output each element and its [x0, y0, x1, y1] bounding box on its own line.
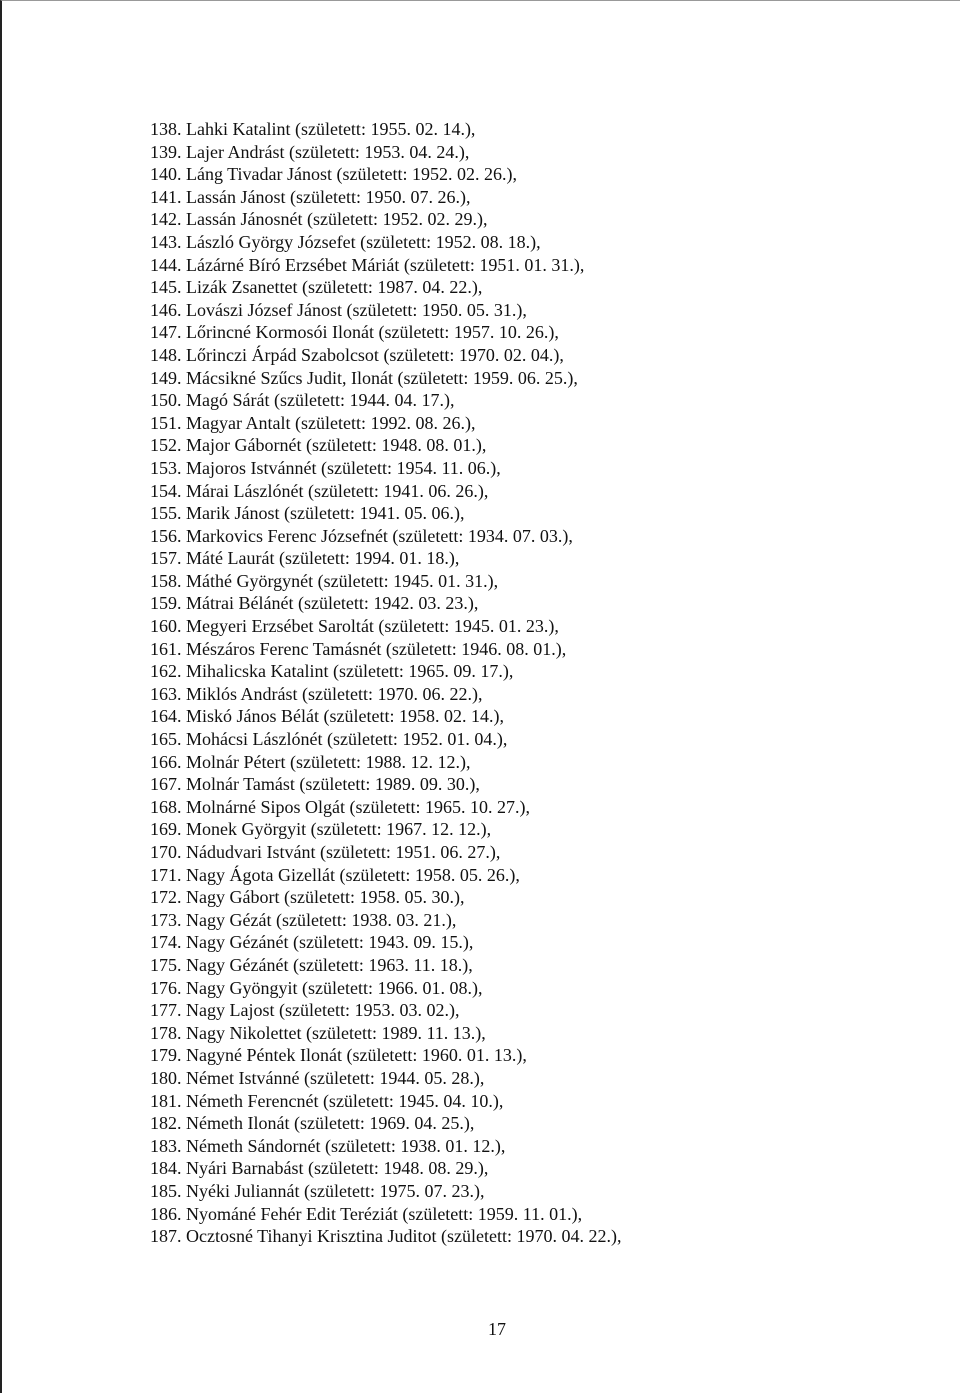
- list-item: [150, 367, 621, 390]
- list-item-number: 183.: [150, 1135, 182, 1156]
- list-item: [150, 321, 621, 344]
- list-item-number: 187.: [150, 1226, 182, 1247]
- list-item-text: Markovics Ferenc Józsefnét (született: 1934. 07. 03.),: [186, 525, 573, 546]
- list-item-text: Nagy Gézát (született: 1938. 03. 21.),: [186, 909, 457, 930]
- list-item: [150, 186, 621, 209]
- list-item-text: Nagy Lajost (született: 1953. 03. 02.),: [186, 1000, 460, 1021]
- list-item-number: 168.: [150, 796, 182, 817]
- list-item: [150, 434, 621, 457]
- list-item: [150, 638, 621, 661]
- list-item-number: 182.: [150, 1113, 182, 1134]
- list-item-text: Lázárné Bíró Erzsébet Máriát (született: 1951. 01. 31.),: [186, 254, 585, 275]
- list-item-number: 154.: [150, 480, 182, 501]
- list-item-number: 145.: [150, 277, 182, 298]
- list-item: [150, 909, 621, 932]
- list-item-number: 157.: [150, 548, 182, 569]
- list-item: [150, 977, 621, 1000]
- list-item-text: Lőrinczi Árpád Szabolcsot (született: 1970. 02. 04.),: [186, 344, 564, 365]
- list-item-text: Miklós Andrást (született: 1970. 06. 22.),: [186, 683, 483, 704]
- list-item: [150, 954, 621, 977]
- list-item-number: 156.: [150, 525, 182, 546]
- list-item: [150, 1090, 621, 1113]
- list-item-text: Németh Sándornét (született: 1938. 01. 12.),: [186, 1135, 506, 1156]
- list-item-number: 140.: [150, 164, 182, 185]
- list-item-number: 139.: [150, 141, 182, 162]
- list-item: [150, 841, 621, 864]
- list-item-text: Márai Lászlónét (született: 1941. 06. 26.),: [186, 480, 489, 501]
- list-item-number: 148.: [150, 344, 182, 365]
- list-item-number: 165.: [150, 729, 182, 750]
- list-item-text: Nagyné Péntek Ilonát (született: 1960. 01. 13.),: [186, 1045, 527, 1066]
- list-item-text: Lőrincné Kormosói Ilonát (született: 1957. 10. 26.),: [186, 322, 559, 343]
- list-item: [150, 660, 621, 683]
- list-item-number: 167.: [150, 774, 182, 795]
- list-item: [150, 1225, 621, 1248]
- list-item: [150, 751, 621, 774]
- list-item-number: 152.: [150, 435, 182, 456]
- list-item-number: 149.: [150, 367, 182, 388]
- list-item: [150, 773, 621, 796]
- list-item-text: Ocztosné Tihanyi Krisztina Juditot (született: 1970. 04. 22.),: [186, 1226, 622, 1247]
- list-item: [150, 163, 621, 186]
- list-item-number: 155.: [150, 503, 182, 524]
- list-item-number: 163.: [150, 683, 182, 704]
- list-item-number: 185.: [150, 1180, 182, 1201]
- list-item: [150, 480, 621, 503]
- list-item-number: 144.: [150, 254, 182, 275]
- list-item-number: 150.: [150, 390, 182, 411]
- list-item-number: 181.: [150, 1090, 182, 1111]
- list-item: [150, 412, 621, 435]
- list-item-number: 184.: [150, 1158, 182, 1179]
- list-item-text: Majoros Istvánnét (született: 1954. 11. 06.),: [186, 457, 501, 478]
- list-item-text: Nagy Gézánét (született: 1963. 11. 18.),: [186, 954, 473, 975]
- list-item-text: Monek Györgyit (született: 1967. 12. 12.),: [186, 819, 492, 840]
- list-item: [150, 570, 621, 593]
- list-item-number: 180.: [150, 1067, 182, 1088]
- list-item: [150, 525, 621, 548]
- list-item-text: Molnár Tamást (született: 1989. 09. 30.),: [186, 774, 480, 795]
- list-item: [150, 796, 621, 819]
- list-item-number: 170.: [150, 842, 182, 862]
- list-item-number: 179.: [150, 1045, 182, 1066]
- list-item: [150, 231, 621, 254]
- list-item: [150, 502, 621, 525]
- list-item-text: Német Istvánné (született: 1944. 05. 28.),: [186, 1067, 485, 1088]
- list-item-text: Molnár Pétert (született: 1988. 12. 12.),: [186, 751, 471, 772]
- list-item-text: Nagy Gézánét (született: 1943. 09. 15.),: [186, 932, 474, 953]
- list-item: [150, 592, 621, 615]
- list-item-text: Máté Laurát (született: 1994. 01. 18.),: [186, 548, 460, 569]
- list-item-text: Lovászi József Jánost (született: 1950. 05. 31.),: [186, 299, 527, 320]
- list-item-text: Lahki Katalint (született: 1955. 02. 14.),: [186, 119, 476, 139]
- list-item: [150, 864, 621, 887]
- list-item-text: Magyar Antalt (született: 1992. 08. 26.),: [186, 412, 476, 433]
- list-item: [150, 547, 621, 570]
- list-item: [150, 615, 621, 638]
- list-item-text: Mácsikné Szűcs Judit, Ilonát (született: 1959. 06. 25.),: [186, 367, 578, 388]
- list-item-number: 177.: [150, 1000, 182, 1021]
- list-item: [150, 1203, 621, 1226]
- list-item: [150, 886, 621, 909]
- page-number: 17: [488, 1319, 506, 1339]
- list-item-number: 153.: [150, 457, 182, 478]
- list-item-number: 186.: [150, 1203, 182, 1224]
- list-item-text: Nyéki Juliannát (született: 1975. 07. 23.),: [186, 1180, 485, 1201]
- list-item-number: 147.: [150, 322, 182, 343]
- list-item: [150, 818, 621, 841]
- list-item-text: Nádudvari Istvánt (született: 1951. 06. 27.),: [186, 842, 501, 862]
- name-list: [150, 118, 621, 1248]
- list-item-number: 146.: [150, 299, 182, 320]
- list-item-number: 161.: [150, 638, 182, 659]
- list-item-text: Nyománé Fehér Edit Teréziát (született: 1959. 11. 01.),: [186, 1203, 583, 1224]
- list-item-text: Magó Sárát (született: 1944. 04. 17.),: [186, 390, 455, 411]
- list-item-text: Marik Jánost (született: 1941. 05. 06.),: [186, 503, 465, 524]
- list-item-number: 171.: [150, 864, 182, 885]
- list-item-number: 178.: [150, 1022, 182, 1043]
- list-item-number: 176.: [150, 977, 182, 998]
- list-item-number: 174.: [150, 932, 182, 953]
- list-item: [150, 118, 621, 141]
- list-item: [150, 1157, 621, 1180]
- list-item-number: 169.: [150, 819, 182, 840]
- list-item-text: László György Józsefet (született: 1952. 08. 18.),: [186, 231, 541, 252]
- list-item: [150, 1180, 621, 1203]
- list-item-number: 141.: [150, 186, 182, 207]
- list-item: [150, 1044, 621, 1067]
- list-item: [150, 683, 621, 706]
- list-item-text: Mohácsi Lászlónét (született: 1952. 01. 04.),: [186, 729, 508, 750]
- list-item-text: Molnárné Sipos Olgát (született: 1965. 10. 27.),: [186, 796, 530, 817]
- list-item-text: Lassán Jánost (született: 1950. 07. 26.),: [186, 186, 471, 207]
- list-item-number: 142.: [150, 209, 182, 230]
- list-item-number: 143.: [150, 231, 182, 252]
- list-item-text: Lassán Jánosnét (született: 1952. 02. 29.),: [186, 209, 488, 230]
- list-item-number: 162.: [150, 661, 182, 682]
- list-item-number: 159.: [150, 593, 182, 614]
- list-item: [150, 999, 621, 1022]
- list-item-text: Miskó János Bélát (született: 1958. 02. 14.),: [186, 706, 504, 727]
- list-item: [150, 457, 621, 480]
- list-item-text: Máthé Györgynét (született: 1945. 01. 31.),: [186, 570, 499, 591]
- list-item-number: 151.: [150, 412, 182, 433]
- list-item-text: Mátrai Bélánét (született: 1942. 03. 23.),: [186, 593, 479, 614]
- list-item-number: 172.: [150, 887, 182, 908]
- list-item-text: Nagy Ágota Gizellát (született: 1958. 05. 26.),: [186, 864, 520, 885]
- list-item: [150, 254, 621, 277]
- list-item-number: 164.: [150, 706, 182, 727]
- list-item-number: 175.: [150, 954, 182, 975]
- list-item-text: Németh Ferencnét (született: 1945. 04. 10.),: [186, 1090, 504, 1111]
- list-item: [150, 389, 621, 412]
- list-item: [150, 299, 621, 322]
- list-item: [150, 208, 621, 231]
- list-item: [150, 344, 621, 367]
- list-item-number: 138.: [150, 119, 182, 139]
- list-item: [150, 141, 621, 164]
- list-item: [150, 1135, 621, 1158]
- list-item-text: Németh Ilonát (született: 1969. 04. 25.),: [186, 1113, 475, 1134]
- list-item-text: Mihalicska Katalint (született: 1965. 09. 17.),: [186, 661, 514, 682]
- list-item-text: Nyári Barnabást (született: 1948. 08. 29.),: [186, 1158, 489, 1179]
- list-item-text: Major Gábornét (született: 1948. 08. 01.),: [186, 435, 487, 456]
- list-item: [150, 728, 621, 751]
- list-item-text: Lizák Zsanettet (született: 1987. 04. 22.),: [186, 277, 483, 298]
- list-item: [150, 1112, 621, 1135]
- list-item-text: Mészáros Ferenc Tamásnét (született: 1946. 08. 01.),: [186, 638, 567, 659]
- list-item-text: Nagy Gyöngyit (született: 1966. 01. 08.),: [186, 977, 483, 998]
- list-item-text: Lajer Andrást (született: 1953. 04. 24.),: [186, 141, 470, 162]
- list-item: [150, 705, 621, 728]
- list-item-text: Láng Tivadar Jánost (született: 1952. 02. 26.),: [186, 164, 517, 185]
- list-item-number: 166.: [150, 751, 182, 772]
- list-item-number: 158.: [150, 570, 182, 591]
- list-item-text: Nagy Gábort (született: 1958. 05. 30.),: [186, 887, 465, 908]
- list-item-number: 160.: [150, 616, 182, 637]
- list-item: [150, 1067, 621, 1090]
- list-item-text: Nagy Nikolettet (született: 1989. 11. 13.),: [186, 1022, 486, 1043]
- list-item: [150, 1022, 621, 1045]
- list-item: [150, 931, 621, 954]
- list-item-text: Megyeri Erzsébet Saroltát (született: 1945. 01. 23.),: [186, 616, 559, 637]
- list-item: [150, 276, 621, 299]
- list-item-number: 173.: [150, 909, 182, 930]
